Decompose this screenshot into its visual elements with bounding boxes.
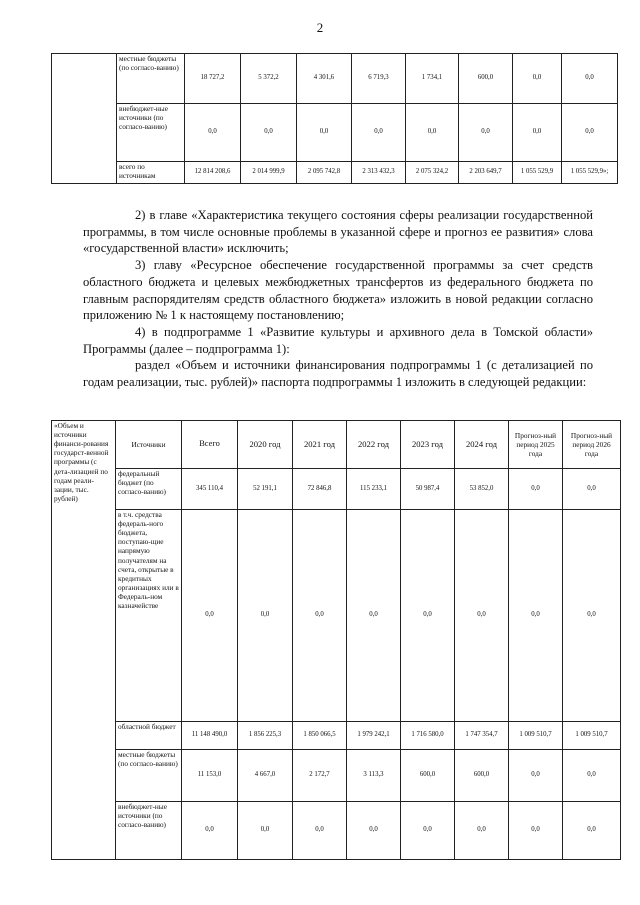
source-label: местные бюджеты (по согласо-ванию) [116, 750, 182, 802]
value-cell: 0,0 [513, 104, 562, 162]
value-cell: 115 233,1 [347, 469, 401, 510]
value-cell: 0,0 [241, 104, 297, 162]
value-cell: 600,0 [455, 750, 509, 802]
value-cell: 1 055 529,9»; [562, 162, 618, 184]
value-cell: 0,0 [185, 104, 241, 162]
value-cell: 0,0 [182, 510, 238, 722]
value-cell: 72 846,8 [293, 469, 347, 510]
table-row [52, 510, 621, 722]
value-cell: 0,0 [401, 510, 455, 722]
value-cell: 4 301,6 [297, 54, 352, 104]
value-cell: 0,0 [401, 802, 455, 860]
value-cell: 4 667,0 [238, 750, 293, 802]
value-cell: 0,0 [509, 802, 563, 860]
blank-section-cell [52, 54, 117, 184]
value-cell: 345 110,4 [182, 469, 238, 510]
value-cell: 18 727,2 [185, 54, 241, 104]
value-cell: 6 719,3 [352, 54, 406, 104]
column-header: 2024 год [455, 421, 509, 469]
paragraph-4: 4) в подпрограмме 1 «Развитие культуры и архивного дела в Томской области» Программы (далее – подпрограмма 1): [83, 324, 593, 356]
value-cell: 2 095 742,8 [297, 162, 352, 184]
value-cell: 0,0 [563, 750, 621, 802]
value-cell: 0,0 [513, 54, 562, 104]
value-cell: 12 814 208,6 [185, 162, 241, 184]
source-label: в т.ч. средства федераль-ного бюджета, поступаю-щие напрямую получателям на счета, открытые в кредитных организациях или в Федераль-ном казначействе [116, 510, 182, 722]
value-cell: 0,0 [406, 104, 459, 162]
column-header: 2021 год [293, 421, 347, 469]
value-cell: 52 191,1 [238, 469, 293, 510]
table-row [52, 104, 618, 162]
value-cell: 0,0 [459, 104, 513, 162]
value-cell: 0,0 [563, 802, 621, 860]
value-cell: 1 747 354,7 [455, 722, 509, 750]
paragraph-3: 3) главу «Ресурсное обеспечение государственной программы за счет средств областного бюджета и целевых межбюджетных трансфертов из федерального бюджета по главным распорядителям средств областного бюджета» изложить в новой редакции согласно приложению № 1 к настоящему постановлению; [83, 258, 593, 323]
value-cell: 0,0 [297, 104, 352, 162]
value-cell: 50 987,4 [401, 469, 455, 510]
source-label: областной бюджет [116, 722, 182, 750]
column-header: Всего [182, 421, 238, 469]
value-cell: 1 009 510,7 [509, 722, 563, 750]
value-cell: 0,0 [238, 510, 293, 722]
column-header: 2022 год [347, 421, 401, 469]
value-cell: 11 148 490,0 [182, 722, 238, 750]
value-cell: 1 055 529,9 [513, 162, 562, 184]
value-cell: 53 852,0 [455, 469, 509, 510]
column-header: Прогноз-ный период 2025 года [509, 421, 563, 469]
value-cell: 0,0 [455, 802, 509, 860]
value-cell: 2 075 324,2 [406, 162, 459, 184]
section-label-cell: «Объем и источники финанси-рования государст-венной программы (с дета-лизацией по годам реали-зации, тыс. рублей) [52, 421, 116, 860]
value-cell: 0,0 [455, 510, 509, 722]
value-cell: 1 856 225,3 [238, 722, 293, 750]
value-cell: 600,0 [459, 54, 513, 104]
value-cell: 1 009 510,7 [563, 722, 621, 750]
top-funding-table [51, 53, 618, 184]
body-text [83, 207, 593, 391]
column-header: Источники [116, 421, 182, 469]
table-row [52, 54, 618, 104]
value-cell: 2 014 999,9 [241, 162, 297, 184]
header-row [52, 421, 621, 469]
paragraph-2: 2) в главе «Характеристика текущего состояния сферы реализации государственной программы, в том числе основные проблемы в указанной сфере и прогноз ее развития» слова «государственной власти» исключить; [83, 208, 593, 256]
value-cell: 0,0 [509, 750, 563, 802]
source-label: внебюджет-ные источники (по согласо-ванию) [116, 802, 182, 860]
value-cell: 0,0 [347, 802, 401, 860]
source-label: местные бюджеты (по согласо-ванию) [117, 54, 185, 104]
source-label: внебюджет-ные источники (по согласо-ванию) [117, 104, 185, 162]
value-cell: 0,0 [293, 510, 347, 722]
value-cell: 2 313 432,3 [352, 162, 406, 184]
paragraph-section: раздел «Объем и источники финансирования подпрограммы 1 (с детализацией по годам реализации, тыс. рублей)» паспорта подпрограммы 1 изложить в следующей редакции: [83, 358, 593, 390]
value-cell: 11 153,0 [182, 750, 238, 802]
table-row [52, 162, 618, 184]
value-cell: 2 172,7 [293, 750, 347, 802]
column-header: Прогноз-ный период 2026 года [563, 421, 621, 469]
value-cell: 0,0 [182, 802, 238, 860]
column-header: 2023 год [401, 421, 455, 469]
value-cell: 0,0 [352, 104, 406, 162]
value-cell: 5 372,2 [241, 54, 297, 104]
top-table-body [52, 54, 618, 184]
value-cell: 0,0 [562, 54, 618, 104]
value-cell: 2 203 649,7 [459, 162, 513, 184]
source-label: всего по источникам [117, 162, 185, 184]
value-cell: 3 113,3 [347, 750, 401, 802]
value-cell: 0,0 [563, 469, 621, 510]
table-row [52, 750, 621, 802]
value-cell: 1 850 066,5 [293, 722, 347, 750]
value-cell: 0,0 [293, 802, 347, 860]
value-cell: 0,0 [509, 469, 563, 510]
value-cell: 0,0 [562, 104, 618, 162]
value-cell: 1 716 580,0 [401, 722, 455, 750]
value-cell: 0,0 [563, 510, 621, 722]
value-cell: 0,0 [509, 510, 563, 722]
value-cell: 0,0 [347, 510, 401, 722]
table-row [52, 802, 621, 860]
table-row [52, 469, 621, 510]
value-cell: 1 979 242,1 [347, 722, 401, 750]
page-number: 2 [316, 20, 324, 35]
column-header: 2020 год [238, 421, 293, 469]
source-label: федеральный бюджет (по согласо-ванию) [116, 469, 182, 510]
value-cell: 1 734,1 [406, 54, 459, 104]
subprogram-funding-table [51, 420, 621, 860]
value-cell: 600,0 [401, 750, 455, 802]
bottom-table-body [52, 421, 621, 860]
value-cell: 0,0 [238, 802, 293, 860]
table-row [52, 722, 621, 750]
